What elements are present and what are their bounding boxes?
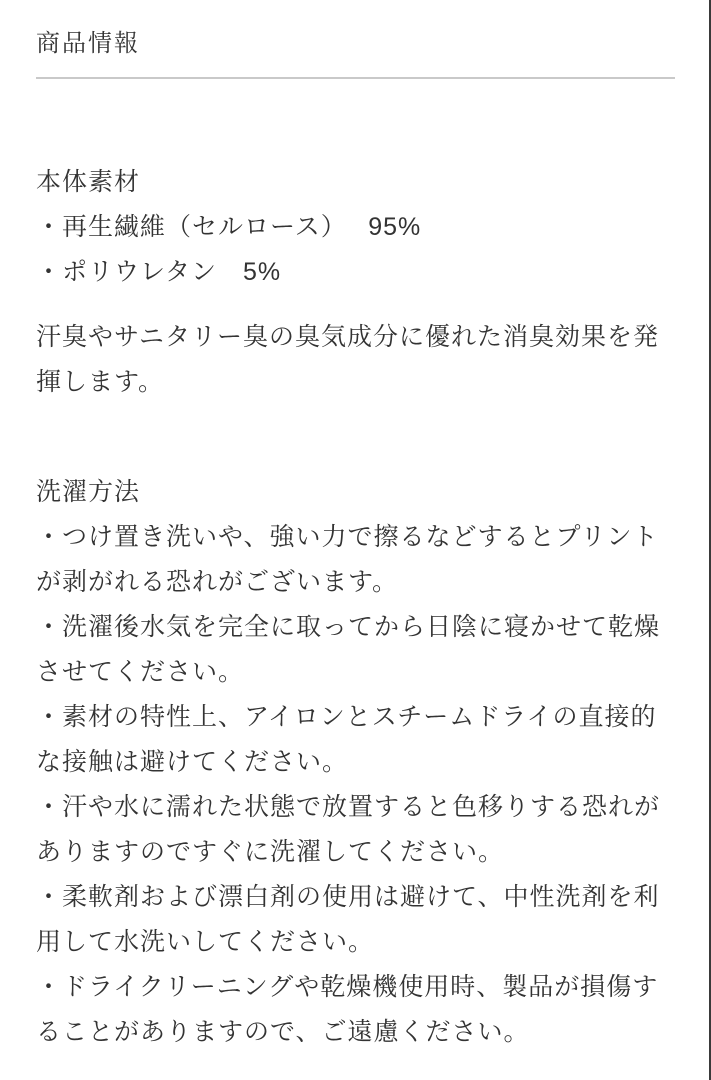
washing-section	[36, 470, 675, 1055]
washing-line: ・素材の特性上、アイロンとスチームドライの直接的	[36, 703, 657, 731]
washing-line: な接触は避けてください。	[36, 748, 349, 776]
material-lines	[36, 205, 675, 295]
feature-lines	[36, 315, 675, 405]
page-title: 商品情報	[36, 30, 140, 57]
feature-paragraph	[36, 315, 675, 405]
washing-line: 用して水洗いしてください。	[36, 928, 375, 956]
washing-line: ・柔軟剤および漂白剤の使用は避けて、中性洗剤を利	[36, 883, 660, 911]
washing-line: ありますのですぐに洗濯してください。	[36, 838, 505, 866]
washing-line: ることがありますので、ご遠慮ください。	[36, 1018, 530, 1046]
washing-line: ・つけ置き洗いや、強い力で擦るなどするとプリント	[36, 523, 659, 551]
washing-line: が剥がれる恐れがございます。	[36, 568, 399, 596]
material-heading: 本体素材	[36, 168, 141, 196]
washing-line: させてください。	[36, 658, 245, 686]
washing-heading: 洗濯方法	[36, 478, 141, 506]
section-divider	[36, 77, 675, 79]
material-section	[36, 160, 675, 295]
washing-line: ・ドライクリーニングや乾燥機使用時、製品が損傷す	[36, 973, 659, 1001]
washing-lines	[36, 515, 675, 1055]
material-line: ・ポリウレタン 5%	[36, 258, 282, 286]
washing-line: ・汗や水に濡れた状態で放置すると色移りする恐れが	[36, 793, 661, 821]
feature-line: 汗臭やサニタリー臭の臭気成分に優れた消臭効果を発	[36, 323, 660, 351]
material-line: ・再生繊維（セルロース） 95%	[36, 213, 422, 241]
washing-line: ・洗濯後水気を完全に取ってから日陰に寝かせて乾燥	[36, 613, 661, 641]
feature-line: 揮します。	[36, 368, 165, 396]
